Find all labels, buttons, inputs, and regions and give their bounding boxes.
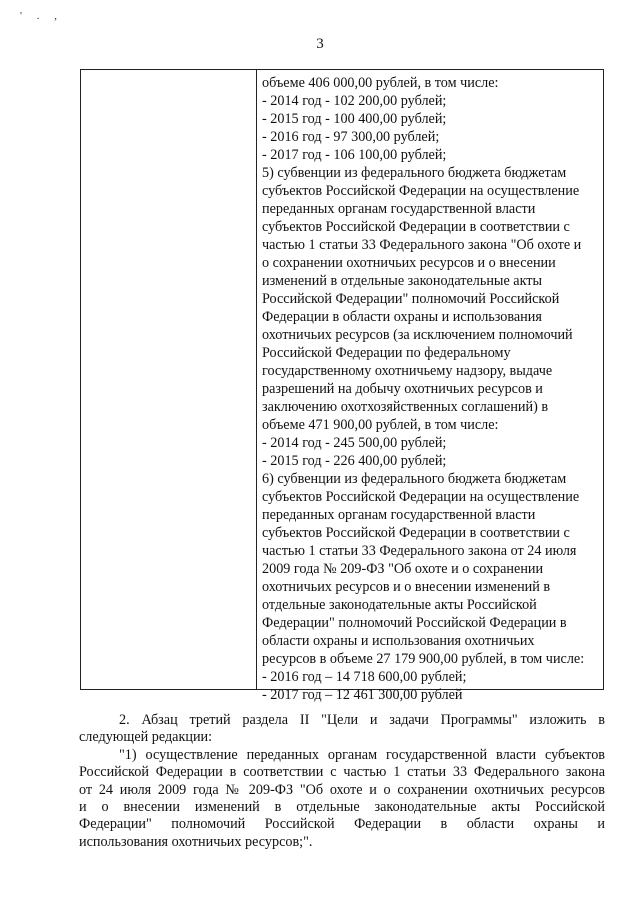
table-text-line: - 2015 год - 226 400,00 рублей; <box>262 453 447 469</box>
table-text-line: ресурсов в объеме 27 179 900,00 рублей, в том числе: <box>262 651 585 667</box>
table-text-line: - 2014 год - 102 200,00 рублей; <box>262 93 447 109</box>
table-right-cell <box>262 74 602 704</box>
table-text-line: разрешений на добычу охотничьих ресурсов и <box>262 381 543 397</box>
table-text-line: 2009 года № 209-ФЗ "Об охоте и о сохранении <box>262 561 544 577</box>
paragraph-2-line: 2. Абзац третий раздела II "Цели и задачи Программы" изложить в <box>119 712 605 728</box>
table-text-line: - 2014 год - 245 500,00 рублей; <box>262 435 447 451</box>
quote-line: и о внесении изменений в отдельные законодательные акты Российской <box>79 799 605 816</box>
table-text-line: - 2016 год - 97 300,00 рублей; <box>262 129 440 145</box>
table-text-line: субъектов Российской Федерации в соответствии с <box>262 525 570 541</box>
table-text-line: охотничьих ресурсов и о внесении изменений в <box>262 579 551 595</box>
table-column-divider <box>256 70 257 689</box>
scan-artifact-marks: ' . , <box>20 10 63 22</box>
paragraph-2-line: следующей редакции: <box>79 729 213 746</box>
table-text-line: Федерации в области охраны и использования <box>262 309 542 325</box>
table-text-line: Федерации" полномочий Российской Федерации в <box>262 615 567 631</box>
quote-line: "1) осуществление переданных органам государственной власти субъектов <box>119 746 605 763</box>
table-text-line: 6) субвенции из федерального бюджета бюджетам <box>262 471 567 487</box>
table-text-line: переданных органам государственной власти <box>262 507 536 523</box>
table-text-line: о сохранении охотничьих ресурсов и о внесении <box>262 255 556 271</box>
table-text-line: заключению охотхозяйственных соглашений) в <box>262 399 549 415</box>
quote-line: от 24 июля 2009 года № 209-ФЗ "Об охоте и о сохранении охотничьих ресурсов <box>79 781 605 798</box>
table-text-line: переданных органам государственной власти <box>262 201 536 217</box>
table-text-line: субъектов Российской Федерации на осуществление <box>262 489 580 505</box>
table-text-line: отдельные законодательные акты Российской <box>262 597 537 613</box>
table-text-line: охотничьих ресурсов (за исключением полномочий <box>262 327 573 343</box>
quote-line: Российской Федерации в соответствии с частью 1 статьи 33 Федерального закона <box>79 764 605 781</box>
table-text-line: объеме 471 900,00 рублей, в том числе: <box>262 417 499 433</box>
table-text-line: государственному охотничьему надзору, выдаче <box>262 363 553 379</box>
table-text-line: объеме 406 000,00 рублей, в том числе: <box>262 75 499 91</box>
table-text-line: Российской Федерации по федеральному <box>262 345 511 361</box>
table-text-line: - 2016 год – 14 718 600,00 рублей; <box>262 669 467 685</box>
quote-line: Федерации" полномочий Российской Федерации в области охраны и <box>79 816 605 833</box>
table-text-line: субъектов Российской Федерации на осуществление <box>262 183 580 199</box>
document-table <box>80 69 604 703</box>
table-text-line: области охраны и использования охотничьих <box>262 633 535 649</box>
table-text-line: - 2015 год - 100 400,00 рублей; <box>262 111 447 127</box>
body-text <box>79 712 605 851</box>
table-text-line: Российской Федерации" полномочий Российской <box>262 291 560 307</box>
table-text-line: изменений в отдельные законодательные акты <box>262 273 543 289</box>
table-text-line: - 2017 год - 106 100,00 рублей; <box>262 147 447 163</box>
table-text-line: 5) субвенции из федерального бюджета бюджетам <box>262 165 567 181</box>
table-text-line: - 2017 год – 12 461 300,00 рублей <box>262 687 463 703</box>
table-text-line: частью 1 статьи 33 Федерального закона "Об охоте и <box>262 237 582 253</box>
quote-line: использования охотничьих ресурсов;". <box>79 833 313 850</box>
page-number: 3 <box>316 36 324 52</box>
table-text-line: субъектов Российской Федерации в соответствии с <box>262 219 570 235</box>
table-text-line: частью 1 статьи 33 Федерального закона от 24 июля <box>262 543 577 559</box>
